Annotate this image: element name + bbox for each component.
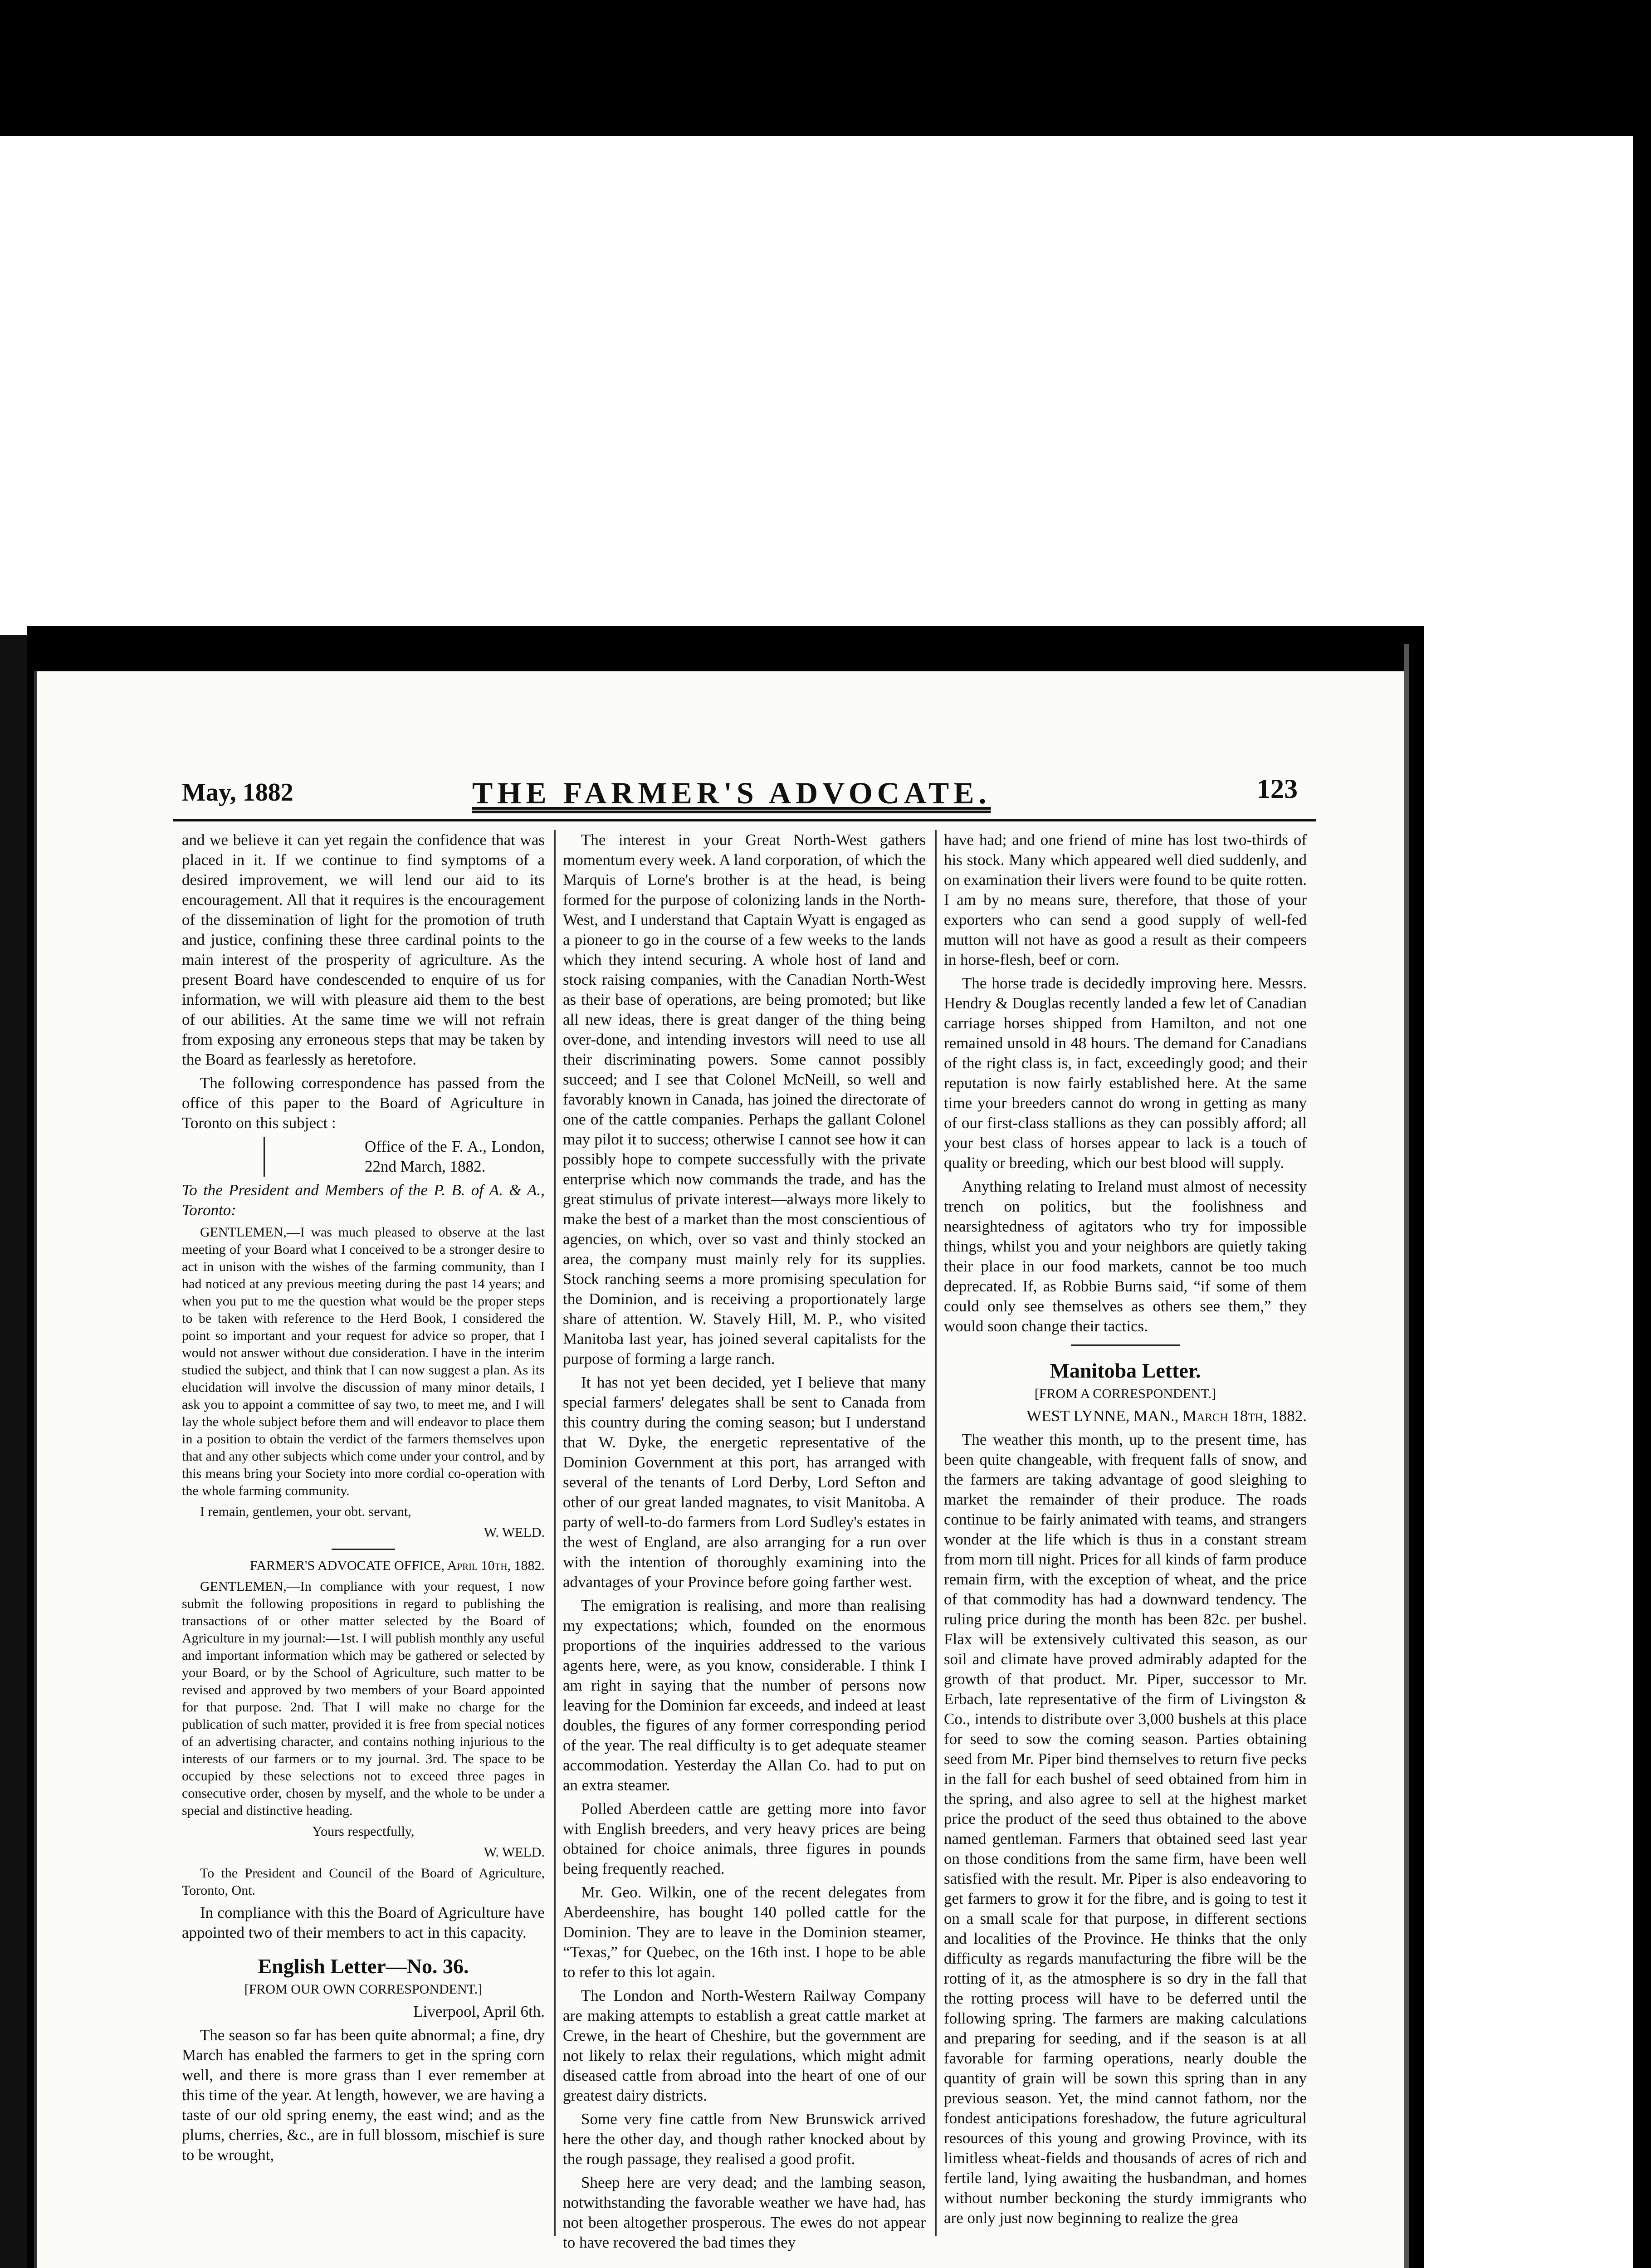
article-heading: Manitoba Letter. bbox=[1050, 1359, 1201, 1382]
separator-ornament bbox=[1071, 1343, 1180, 1347]
page-number: 123 bbox=[1257, 774, 1298, 804]
issue-date: May, 1882 bbox=[182, 778, 293, 807]
paragraph: The horse trade is decidedly improving here. Messrs. Hendry & Douglas recently landed a few let of Canadian carriage horses shipped from Hamilton, and not one remained unsold in 48 hours. The demand for Canadians of the right class is, in fact, exceedingly good; and their reputation is now fairly established here. At the same time your breeders cannot do wrong in getting as many of our first-class stallions as they can possibly afford; all your best class of horses appear to lack is a touch of quality or breeding, which our best blood will supply. bbox=[944, 974, 1307, 1172]
letter-body: GENTLEMEN,—I was much pleased to observe at the last meeting of your Board what I conceived to be a stronger desire to act in unison with the wishes of the farming community, than I had noticed at any previous meeting during the past 14 years; and when you put to me the question what would be the proper steps to be taken with reference to the Herd Book, I considered the point so important and your request for advice so proper, that I would not answer without due consideration. I have in the interim studied the subject, and think that I can now suggest a plan. As its elucidation will involve the discussion of many minor details, I ask you to appoint a committee of say two, to meet me, and I will lay the whole subject before them and will endeavor to place them in a position to obtain the verdict of the farmers themselves upon that and any other subjects which come under your control, and by this means bring your Society into more cordial co-operation with the whole farming community. bbox=[182, 1225, 545, 1498]
paragraph: Sheep here are very dead; and the lambing season, notwithstanding the favorable weather we have had, has not been altogether prosperous. The ewes do not appear to have recovered the bad times they bbox=[563, 2174, 926, 2251]
paragraph: Some very fine cattle from New Brunswick arrived here the other day, and though rather knocked about by the rough passage, they realised a good profit. bbox=[563, 2110, 926, 2168]
masthead-title: THE FARMER'S ADVOCATE. bbox=[472, 776, 991, 810]
signature: W. WELD. bbox=[484, 1525, 545, 1540]
scan-border-top bbox=[0, 0, 1651, 136]
paragraph: It has not yet been decided, yet I believe that many special farmers' delegates shall be sent to Canada from this country during the coming season; but I understand that W. Dyke, the energetic representative of the Dominion Government at this port, has arranged with several of the tenants of Lord Derby, Lord Sefton and other of our great landed magnates, to visit Manitoba. A party of well-to-do farmers from Lord Sudley's estates in the west of England, are also arranging for a run over with the intention of thoroughly examining into the advantages of your Province before going farther west. bbox=[563, 1374, 926, 1591]
column-divider bbox=[554, 830, 556, 2236]
dateline: WEST LYNNE, MAN., March 18th, 1882. bbox=[1026, 1407, 1307, 1425]
paragraph: Anything relating to Ireland must almost of necessity trench on politics, but the foolishness and nearsightedness of agitators who try for impossible things, whilst you and your neighbors are quietly taking their place in our food markets, cannot be too much deprecated. If, as Robbie Burns said, “if some of them could only see themselves as others see them,” they would soon change their tactics. bbox=[944, 1178, 1307, 1335]
column-2 bbox=[563, 830, 926, 2256]
paragraph: In compliance with this the Board of Agriculture have appointed two of their members to act in this capacity. bbox=[182, 1904, 545, 1941]
paragraph: The season so far has been quite abnormal; a fine, dry March has enabled the farmers to get in the spring corn well, and there is more grass than I ever remember at this time of the year. At length, however, we are having a taste of our old spring enemy, the east wind; and as the plums, cherries, &c., are in full blossom, mischief is sure to be wrought, bbox=[182, 2026, 545, 2164]
office-dateline: Office of the F. A., London, 22nd March, 1882. bbox=[264, 1137, 545, 1177]
newspaper-page bbox=[34, 671, 1407, 2268]
paragraph: The emigration is realising, and more than realising my expectations; which, founded on the enormous proportions of the inquiries addressed to the various agents here, were, as you know, considerable. I think I am right in saying that the number of persons now leaving for the Dominion far exceeds, and indeed at least doubles, the figures of any former corresponding period of the year. The real difficulty is to get adequate steamer accommodation. Yesterday the Allan Co. had to put on an extra steamer. bbox=[563, 1597, 926, 1794]
letter-closing: Yours respectfully, bbox=[312, 1824, 415, 1839]
column-3 bbox=[944, 830, 1307, 2232]
scan-shadow-left bbox=[0, 635, 27, 2268]
paragraph: The weather this month, up to the present time, has been quite changeable, with frequent falls of snow, and the farmers are taking advantage of good sleighing to market the remainder of their produce. The roads continue to be fairly animated with teams, and strangers wonder at the life which is thus in a constant stream from morn till night. Prices for all kinds of farm produce remain firm, with the exception of wheat, and the price of that commodity has had a downward tendency. The ruling price during the month has been 82c. per bushel. Flax will be extensively cultivated this season, as our soil and climate have proved admirably adapted for the growth of that product. Mr. Piper, successor to Mr. Erbach, late representative of the firm of Livingston & Co., intends to distribute over 3,000 bushels at this place for seed to sow the coming season. Parties obtaining seed from Mr. Piper bind themselves to return five pecks in the fall for each bushel of seed obtained from him in the spring, and also agree to sell at the highest market price the product of the seed thus obtained to the above named gentleman. Farmers that obtained seed last year on those conditions from the same firm, have been well satisfied with the result. Mr. Piper is also endeavoring to get farmers to grow it for the fibre, and is going to test it on a small scale for that purpose, in different sections and localities of the Province. He thinks that the only difficulty as regards manufacturing the fibre will be the rotting of it, as the atmosphere is so dry in the fall that the rotting process will have to be deferred until the following spring. The farmers are making calculations and preparing for seeding, and if the season is at all favorable for farming operations, nearly double the quantity of grain will be sown this spring than in any previous season. Yet, the mind cannot fathom, nor the fondest anticipations foreshadow, the future agricultural resources of this young and growing Province, with its limitless wheat-fields and thousands of acres of rich and fertile land, lying awaiting the husbandman, and homes without number beckoning the sturdy immigrants who are only just now beginning to realize the grea bbox=[944, 1431, 1307, 2227]
letter-body: GENTLEMEN,—In compliance with your request, I now submit the following propositions in regard to publishing the transactions of or other matter selected by the Board of Agriculture in my journal:—1st. I will publish monthly any useful and important information which may be gathered or selected by your Board, or by the School of Agriculture, such matter to be revised and approved by two members of your Board appointed for that purpose. 2nd. That I will make no charge for the publication of such matter, provided it is free from special notices of an advertising character, and contains nothing injurious to the interests of our farmers or to my journal. 3rd. The space to be occupied by these selections not to exceed three pages in consecutive order, chosen by myself, and the whole to be under a special and distinctive heading. bbox=[182, 1579, 545, 1818]
letter-address: To the President and Members of the P. B. of A. & A., Toronto: bbox=[182, 1181, 545, 1219]
paragraph: Polled Aberdeen cattle are getting more into favor with English breeders, and very heavy prices are being obtained for choice animals, three figures in pounds being frequently reached. bbox=[563, 1800, 926, 1877]
paragraph: have had; and one friend of mine has lost two-thirds of his stock. Many which appeared well died suddenly, and on examination their livers were found to be quite rotten. I am by no means sure, therefore, that those of your exporters who can send a good supply of well-fed mutton will not have as good a result as their compeers in horse-flesh, beef or corn. bbox=[944, 831, 1307, 968]
paragraph: Mr. Geo. Wilkin, one of the recent delegates from Aberdeenshire, has bought 140 polled cattle for the Dominion. They are to leave in the Dominion steamer, “Texas,” for Quebec, on the 16th inst. I hope to be able to refer to this lot again. bbox=[563, 1883, 926, 1981]
column-divider bbox=[935, 830, 937, 2236]
paragraph: and we believe it can yet regain the confidence that was placed in it. If we continue to find symptoms of a desired improvement, we will lend our aid to its encouragement. All that it requires is the encouragement of the dissemination of light for the promotion of truth and justice, confining these three cardinal points to the main interest of the prosperity of agriculture. As the present Board have condescended to enquire of us for information, we will with pleasure aid them to the best of our abilities. At the same time we will not refrain from exposing any erroneous steps that may be taken by the Board as fearlessly as heretofore. bbox=[182, 831, 545, 1068]
office-dateline: FARMER'S ADVOCATE OFFICE, April 10th, 1882. bbox=[249, 1558, 545, 1573]
page-edge bbox=[1404, 644, 1409, 2268]
header-rule bbox=[173, 819, 1316, 821]
separator bbox=[332, 1549, 395, 1550]
byline: [FROM OUR OWN CORRESPONDENT.] bbox=[244, 1982, 483, 1997]
paragraph: The interest in your Great North-West gathers momentum every week. A land corporation, of which the Marquis of Lorne's brother is at the head, is being formed for the purpose of colonizing lands in the North-West, and I understand that Captain Wyatt is engaged as a pioneer to go in the course of a few weeks to the lands which they intend securing. A whole host of land and stock raising companies, with the Canadian North-West as their base of operations, are being promoted; but like all new ideas, there is great danger of the thing being over-done, and intending investors will need to use all their discriminating powers. Some cannot possibly succeed; and I see that Colonel McNeill, so well and favorably known in Canada, has joined the directorate of one of the cattle companies. Perhaps the gallant Colonel may pilot it to success; otherwise I cannot see how it can possibly hope to compete successfully with the private enterprise which now commands the trade, and has the great stimulus of private interest—always more likely to make the best of a market than the most conscientious of agencies, on which, over so vast and thinly stocked an area, the company must mainly rely for its supplies. Stock ranching seems a more promising speculation for the Dominion, and is receiving a proportionately large share of attention. W. Stavely Hill, M. P., who visited Manitoba last year, has joined several capitalists for the purpose of forming a large ranch. bbox=[563, 831, 926, 1368]
dateline: Liverpool, April 6th. bbox=[413, 2003, 545, 2020]
paragraph: The following correspondence has passed from the office of this paper to the Board of Agriculture in Toronto on this subject : bbox=[182, 1074, 545, 1132]
letter-addressee: To the President and Council of the Board of Agriculture, Toronto, Ont. bbox=[182, 1866, 545, 1898]
scan-border-right bbox=[1633, 0, 1651, 2268]
article-heading: English Letter—No. 36. bbox=[258, 1955, 469, 1978]
page-header bbox=[182, 769, 1298, 812]
column-1 bbox=[182, 830, 545, 2169]
signature: W. WELD. bbox=[484, 1845, 545, 1860]
paragraph: The London and North-Western Railway Company are making attempts to establish a great cattle market at Crewe, in the heart of Cheshire, but the government are not likely to relax their regulations, which might admit diseased cattle from abroad into the heart of one of our greatest dairy districts. bbox=[563, 1987, 926, 2104]
byline: [FROM A CORRESPONDENT.] bbox=[1034, 1386, 1216, 1401]
letter-closing: I remain, gentlemen, your obt. servant, bbox=[200, 1504, 411, 1519]
